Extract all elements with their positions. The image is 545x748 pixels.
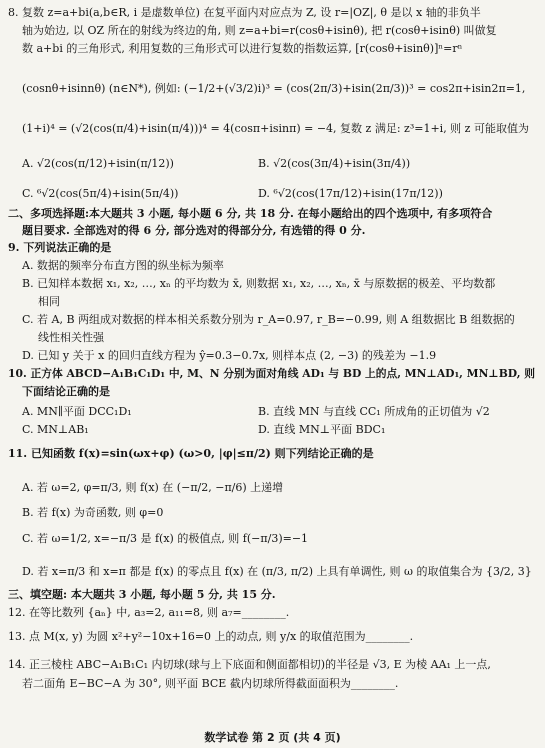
text-line: 10. 正方体 ABCD−A₁B₁C₁D₁ 中, M、N 分别为面对角线 AD₁ 与 BD 上的点, MN⊥AD₁, MN⊥BD, 则 <box>8 367 535 380</box>
text-line: D. 已知 y 关于 x 的回归直线方程为 ŷ=0.3−0.7x, 则样本点 (2, −3) 的残差为 −1.9 <box>22 349 437 362</box>
text-line: 12. 在等比数列 {aₙ} 中, a₃=2, a₁₁=8, 则 a₇=________. <box>8 606 290 619</box>
text-line: 8. 复数 z=a+bi(a,b∈R, i 是虚数单位) 在复平面内对应点为 Z, 设 r=|OZ|, θ 是以 x 轴的非负半 <box>8 6 481 19</box>
text-line: B. 若 f(x) 为奇函数, 则 φ=0 <box>22 506 164 519</box>
text-line: C. ⁶√2(cos(5π/4)+isin(5π/4)) <box>22 187 179 200</box>
text-line: 相同 <box>38 295 60 308</box>
text-line: 二、多项选择题:本大题共 3 小题, 每小题 6 分, 共 18 分. 在每小题给出的四个选项中, 有多项符合 <box>8 207 493 220</box>
page-footer: 数学试卷 第 2 页 (共 4 页) <box>204 731 341 744</box>
text-line: B. 直线 MN 与直线 CC₁ 所成角的正切值为 √2 <box>258 405 490 418</box>
text-line: 13. 点 M(x, y) 为圆 x²+y²−10x+16=0 上的动点, 则 y/x 的取值范围为________. <box>8 630 414 643</box>
text-line: 数 a+bi 的三角形式, 利用复数的三角形式可以进行复数的指数运算, [r(cosθ+isinθ)]ⁿ=rⁿ <box>22 42 463 55</box>
text-line: D. 若 x=π/3 和 x=π 都是 f(x) 的零点且 f(x) 在 (π/3, π/2) 上具有单调性, 则 ω 的取值集合为 {3/2, 3} <box>22 565 532 578</box>
text-line: B. √2(cos(3π/4)+isin(3π/4)) <box>258 157 411 170</box>
text-line: 9. 下列说法正确的是 <box>8 241 112 254</box>
text-line: D. ⁶√2(cos(17π/12)+isin(17π/12)) <box>258 187 443 200</box>
text-line: A. 若 ω=2, φ=π/3, 则 f(x) 在 (−π/2, −π/6) 上递增 <box>22 481 284 494</box>
text-line: 轴为始边, 以 OZ 所在的射线为终边的角, 则 z=a+bi=r(cosθ+isinθ), 把 r(cosθ+isinθ) 叫做复 <box>22 24 497 37</box>
text-line: A. 数据的频率分布直方图的纵坐标为频率 <box>22 259 224 272</box>
text-line: C. 若 ω=1/2, x=−π/3 是 f(x) 的极值点, 则 f(−π/3)=−1 <box>22 532 309 545</box>
text-line: A. MN∥平面 DCC₁D₁ <box>22 405 132 418</box>
text-line: C. MN⊥AB₁ <box>22 423 89 436</box>
text-line: 线性相关性强 <box>38 331 104 344</box>
text-line: A. √2(cos(π/12)+isin(π/12)) <box>22 157 174 170</box>
text-line: 14. 正三棱柱 ABC−A₁B₁C₁ 内切球(球与上下底面和侧面都相切)的半径是 √3, E 为棱 AA₁ 上一点, <box>8 658 491 671</box>
text-line: (1+i)⁴ = (√2(cos(π/4)+isin(π/4)))⁴ = 4(cosπ+isinπ) = −4, 复数 z 满足: z³=1+i, 则 z 可能取值为 <box>22 122 529 135</box>
text-line: 题目要求. 全部选对的得 6 分, 部分选对的得部分分, 有选错的得 0 分. <box>22 224 366 237</box>
text-line: 若二面角 E−BC−A 为 30°, 则平面 BCE 截内切球所得截面面积为________. <box>22 677 399 690</box>
text-line: D. 直线 MN⊥平面 BDC₁ <box>258 423 386 436</box>
text-line: C. 若 A, B 两组成对数据的样本相关系数分别为 r_A=0.97, r_B=−0.99, 则 A 组数据比 B 组数据的 <box>22 313 515 326</box>
text-line: 11. 已知函数 f(x)=sin(ωx+φ) (ω>0, |φ|≤π/2) 则下列结论正确的是 <box>8 447 374 460</box>
text-line: 下面结论正确的是 <box>22 385 110 398</box>
text-line: B. 已知样本数据 x₁, x₂, …, xₙ 的平均数为 x̄, 则数据 x₁, x₂, …, xₙ, x̄ 与原数据的极差、平均数都 <box>22 277 496 290</box>
text-line: 三、填空题: 本大题共 3 小题, 每小题 5 分, 共 15 分. <box>8 588 276 601</box>
text-line: (cosnθ+isinnθ) (n∈N*), 例如: (−1/2+(√3/2)i)³ = (cos(2π/3)+isin(2π/3))³ = cos2π+isin2π=1, <box>22 82 526 95</box>
